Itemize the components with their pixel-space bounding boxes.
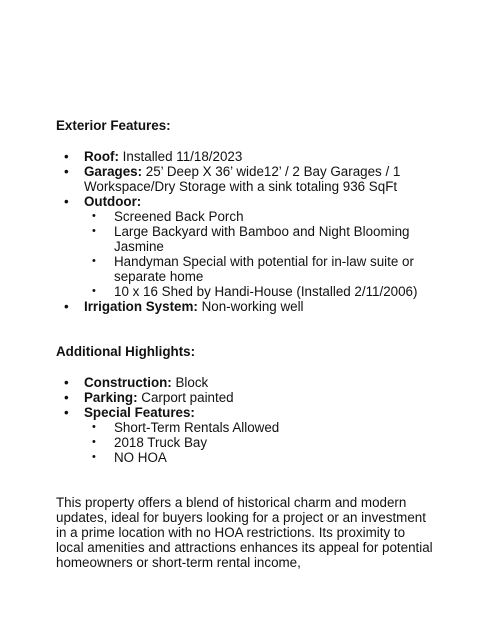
outdoor-sublist bbox=[84, 209, 436, 299]
parking-label: Parking: bbox=[84, 390, 138, 405]
parking-value: Carport painted bbox=[137, 390, 234, 405]
special-feature-item: • 2018 Truck Bay bbox=[56, 435, 436, 450]
list-item-roof bbox=[56, 149, 436, 164]
irrigation-value: Non-working well bbox=[197, 299, 304, 314]
construction-label: Construction: bbox=[84, 375, 172, 390]
special-features-sublist bbox=[84, 420, 436, 465]
additional-highlights-heading: Additional Highlights: bbox=[56, 344, 196, 359]
exterior-features-list bbox=[56, 149, 436, 314]
list-item-irrigation bbox=[56, 299, 436, 314]
closing-paragraph: This property offers a blend of historical charm and modern updates, ideal for buyers looking for a project or an investment in a prime location with no HOA restrictions. Its proximity to local amenities and attractions enhances its appeal for potential homeowners or short-term rental income, bbox=[56, 495, 433, 570]
outdoor-item: • 10 x 16 Shed by Handi-House (Installed 2/11/2006) bbox=[56, 284, 436, 299]
outdoor-item: • Screened Back Porch bbox=[56, 209, 436, 224]
additional-highlights-list bbox=[56, 375, 436, 465]
list-item-special-features bbox=[56, 405, 436, 465]
list-item-garages bbox=[56, 164, 436, 194]
exterior-features-heading: Exterior Features: bbox=[56, 118, 171, 133]
roof-label: Roof: bbox=[84, 149, 119, 164]
outdoor-item: • Large Backyard with Bamboo and Night Blooming Jasmine bbox=[56, 224, 436, 254]
construction-value: Block bbox=[171, 375, 209, 390]
roof-value: Installed 11/18/2023 bbox=[118, 149, 243, 164]
irrigation-label: Irrigation System: bbox=[84, 299, 198, 314]
garages-label: Garages: bbox=[84, 164, 143, 179]
special-feature-item: • NO HOA bbox=[56, 450, 436, 465]
garages-value: 25’ Deep X 36’ wide12’ / 2 Bay Garages / 1 Workspace/Dry Storage with a sink totaling 936 SqFt bbox=[84, 164, 401, 194]
special-features-label: Special Features: bbox=[84, 405, 195, 420]
list-item-construction bbox=[56, 375, 436, 390]
list-item-outdoor bbox=[56, 194, 436, 299]
special-feature-item: • Short-Term Rentals Allowed bbox=[56, 420, 436, 435]
list-item-parking bbox=[56, 390, 436, 405]
outdoor-item: • Handyman Special with potential for in-law suite or separate home bbox=[56, 254, 436, 284]
outdoor-label: Outdoor: bbox=[84, 194, 142, 209]
document-page bbox=[56, 118, 436, 570]
